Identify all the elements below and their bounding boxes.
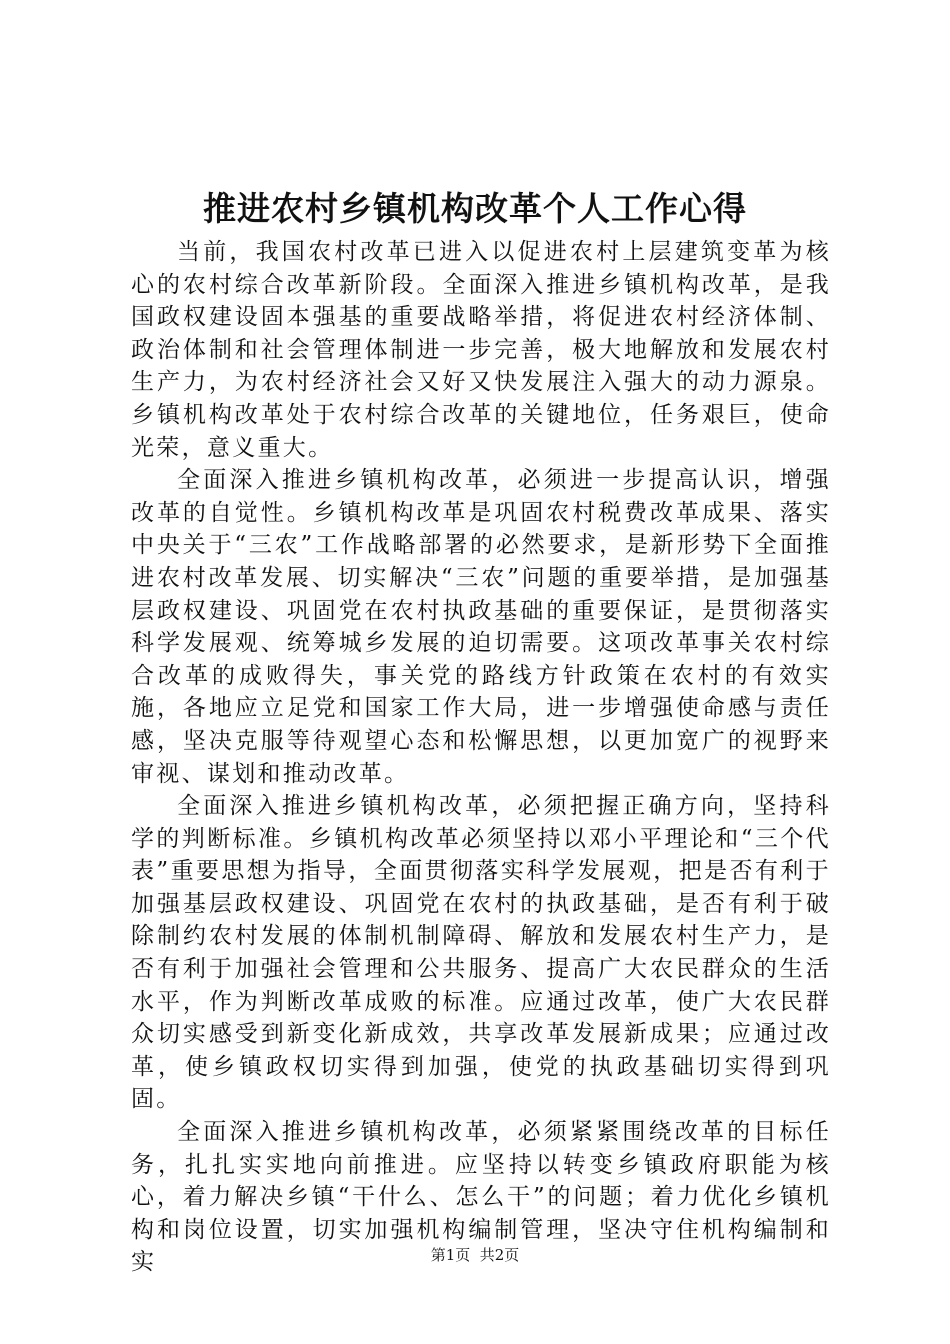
paragraph-1: 当前，我国农村改革已进入以促进农村上层建筑变革为核心的农村综合改革新阶段。全面深入推进乡镇机构改革，是我国政权建设固本强基的重要战略举措，将促进农村经济体制、政治体制和社会管理体制进一步完善，极大地解放和发展农村生产力，为农村经济社会又好又快发展注入强大的动力源泉。乡镇机构改革处于农村综合改革的关键地位，任务艰巨，使命光荣，意义重大。 [131,239,831,461]
page-number: 第1页 共2页 [430,1246,520,1264]
paragraph-2: 全面深入推进乡镇机构改革，必须进一步提高认识，增强改革的自觉性。乡镇机构改革是巩固农村税费改革成果、落实中央关于“三农”工作战略部署的必然要求，是新形势下全面推进农村改革发展、切实解决“三农”问题的重要举措，是加强基层政权建设、巩固党在农村执政基础的重要保证，是贯彻落实科学发展观、统筹城乡发展的迫切需要。这项改革事关农村综合改革的成败得失，事关党的路线方针政策在农村的有效实施，各地应立足党和国家工作大局，进一步增强使命感与责任感，坚决克服等待观望心态和松懈思想，以更加宽广的视野来审视、谋划和推动改革。 [131,467,831,787]
paragraph-3: 全面深入推进乡镇机构改革，必须把握正确方向，坚持科学的判断标准。乡镇机构改革必须坚持以邓小平理论和“三个代表”重要思想为指导，全面贯彻落实科学发展观，把是否有利于加强基层政权建设、巩固党在农村的执政基础，是否有利于破除制约农村发展的体制机制障碍、解放和发展农村生产力，是否有利于加强社会管理和公共服务、提高广大农民群众的生活水平，作为判断改革成败的标准。应通过改革，使广大农民群众切实感受到新变化新成效，共享改革发展新成果；应通过改革，使乡镇政权切实得到加强，使党的执政基础切实得到巩固。 [131,793,831,1113]
document-title: 推进农村乡镇机构改革个人工作心得 [203,189,747,228]
page-footer [0,1244,950,1266]
paragraph-4: 全面深入推进乡镇机构改革，必须紧紧围绕改革的目标任务，扎扎实实地向前推进。应坚持以转变乡镇政府职能为核心，着力解决乡镇“干什么、怎么干”的问题；着力优化乡镇机构和岗位设置，切实加强机构编制管理，坚决守住机构编制和实 [131,1119,831,1276]
document-body [131,236,831,1279]
